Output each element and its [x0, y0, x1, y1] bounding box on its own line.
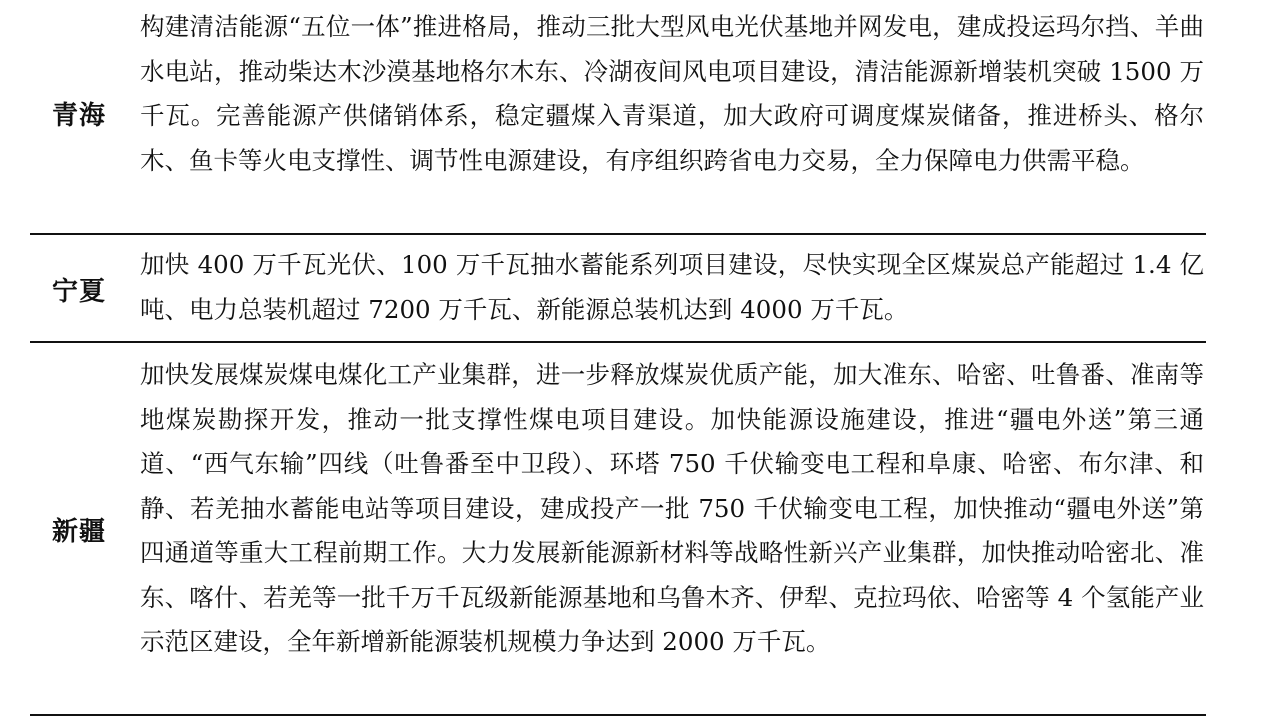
region-label: 宁夏	[52, 277, 107, 307]
region-label: 青海	[52, 101, 107, 131]
table-row-xinjiang	[30, 341, 1206, 714]
table-row-qinghai	[30, 0, 1206, 233]
policy-table	[30, 0, 1206, 720]
region-description: 加快发展煤炭煤电煤化工产业集群，进一步释放煤炭优质产能，加大准东、哈密、吐鲁番、准南等地煤炭勘探开发，推动一批支撑性煤电项目建设。加快能源设施建设，推进“疆电外送”第三通道、“西气东输”四线（吐鲁番至中卫段）、环塔 750 千伏输变电工程和阜康、哈密、布尔津、和静、若羌抽水蓄能电站等项目建设，建成投产一批 750 千伏输变电工程，加快推动“疆电外送”第四通道等重大工程前期工作。大力发展新能源新材料等战略性新兴产业集群，加快推动哈密北、准东、喀什、若羌等一批千万千瓦级新能源基地和乌鲁木齐、伊犁、克拉玛依、哈密等 4 个氢能产业示范区建设，全年新增新能源装机规模力争达到 2000 万千瓦。	[140, 360, 1204, 656]
region-label: 新疆	[52, 517, 107, 547]
region-description: 构建清洁能源“五位一体”推进格局，推动三批大型风电光伏基地并网发电，建成投运玛尔挡、羊曲水电站，推动柴达木沙漠基地格尔木东、冷湖夜间风电项目建设，清洁能源新增装机突破 1500 万千瓦。完善能源产供储销体系，稳定疆煤入青渠道，加大政府可调度煤炭储备，推进桥头、格尔木、鱼卡等火电支撑性、调节性电源建设，有序组织跨省电力交易，全力保障电力供需平稳。	[140, 12, 1204, 175]
row-divider	[30, 714, 1206, 716]
table-row-ningxia	[30, 233, 1206, 341]
region-description: 加快 400 万千瓦光伏、100 万千瓦抽水蓄能系列项目建设，尽快实现全区煤炭总产能超过 1.4 亿吨、电力总装机超过 7200 万千瓦、新能源总装机达到 4000 万千瓦。	[140, 250, 1204, 324]
